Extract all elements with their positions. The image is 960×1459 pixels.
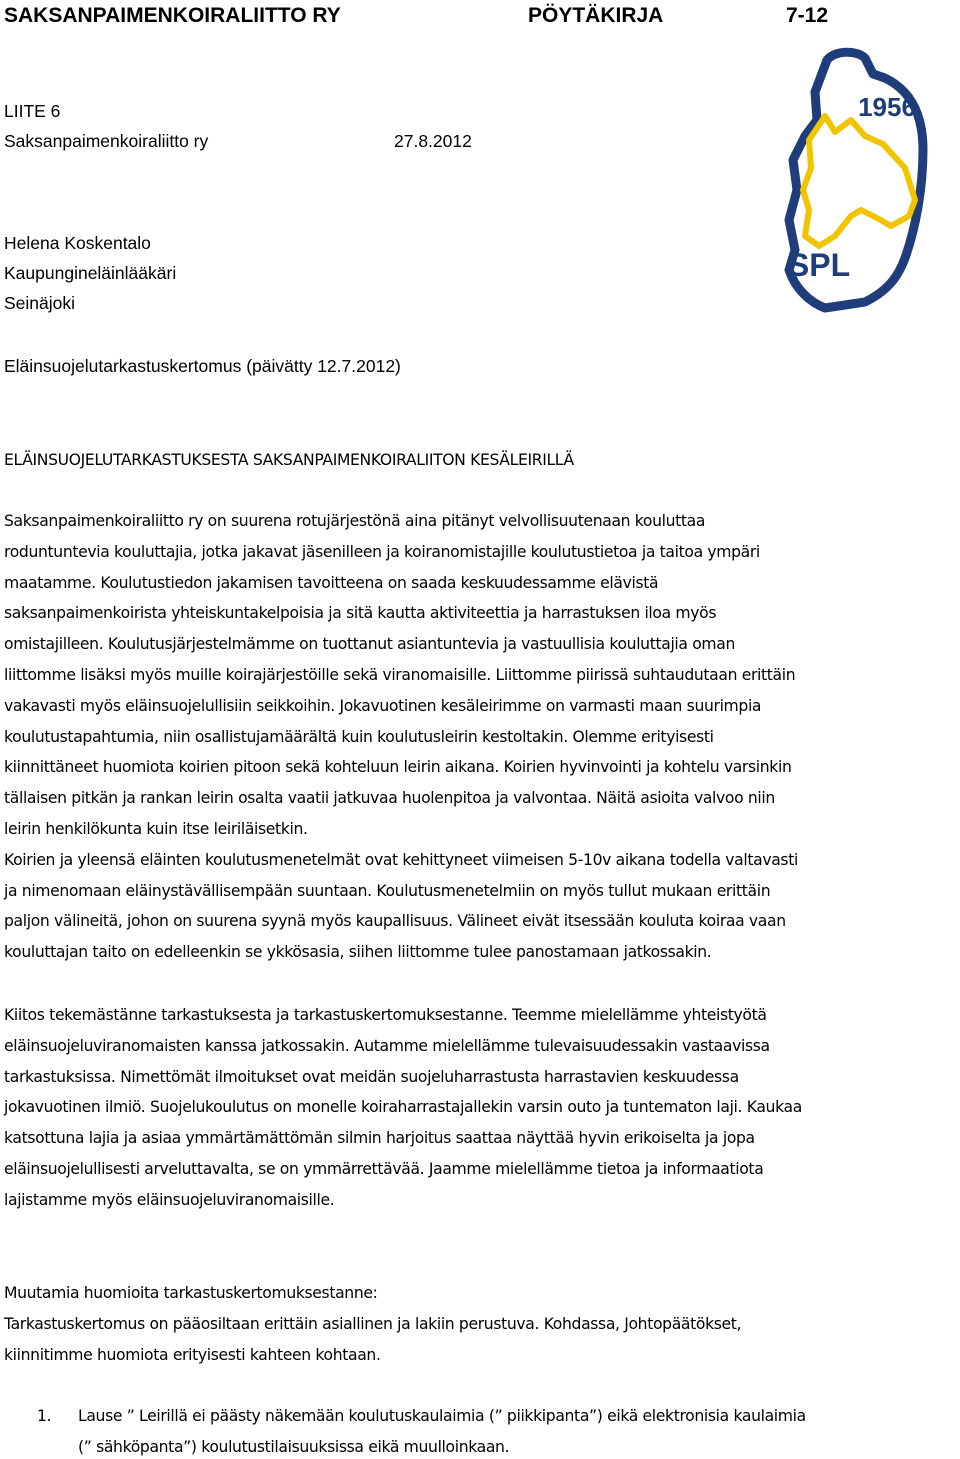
text-line: kiinnittäneet huomiota koirien pitoon sekä kohteluun leirin aikana. Koirien hyvinvointi ja kohtelu varsinkin [4, 758, 792, 777]
text-line: jokavuotinen ilmiö. Suojelukoulutus on monelle koiraharrastajallekin varsin outo ja tuntematon laji. Kaukaa [4, 1098, 802, 1117]
document-header [4, 4, 844, 32]
text-line: kiinnitimme huomiota erityisesti kahteen kohtaan. [4, 1345, 381, 1364]
text-line: ja nimenomaan eläinystävällisempään suuntaan. Koulutusmenetelmiin on myös tullut mukaan erittäin [4, 881, 771, 900]
text-line: kouluttajan taito on edelleenkin se ykkösasia, siihen liittomme tulee panostamaan jatkossakin. [4, 943, 712, 962]
text-line: koulutustapahtumia, niin osallistujamäärältä kuin koulutusleirin kestoltakin. Olemme erityisesti [4, 727, 714, 746]
reference-line: Eläinsuojelutarkastuskertomus (päivätty 12.7.2012) [4, 356, 401, 376]
text-line: katsottuna lajia ja asiaa ymmärtämättömän silmin harjoitus saattaa näyttää hyvin erikoiselta ja jopa [4, 1129, 755, 1148]
sender: Saksanpaimenkoiraliitto ry [4, 131, 209, 151]
text-line: tarkastuksissa. Nimettömät ilmoitukset ovat meidän suojeluharrastusta harrastavien keskuudessa [4, 1067, 739, 1086]
document-type: PÖYTÄKIRJA [528, 4, 664, 27]
text-line: lajistamme myös eläinsuojeluviranomaisille. [4, 1190, 335, 1209]
logo-text: SPL [787, 247, 851, 283]
text-line: Tarkastuskertomus on pääosiltaan erittäin asiallinen ja lakiin perustuva. Kohdassa, Johtopäätökset, [4, 1314, 742, 1333]
text-line: Koirien ja yleensä eläinten koulutusmenetelmät ovat kehittyneet viimeisen 5-10v aikana todella valtavasti [4, 850, 798, 869]
organization-name: SAKSANPAIMENKOIRALIITTO RY [4, 4, 341, 27]
recipient-name: Helena Koskentalo [4, 233, 151, 253]
text-line: Saksanpaimenkoiraliitto ry on suurena rotujärjestönä aina pitänyt velvollisuutenaan kouluttaa [4, 512, 706, 530]
text-line: paljon välineitä, johon on suurena syynä myös kaupallisuus. Välineet eivät itsessään kouluta koiraa vaan [4, 912, 786, 931]
text-line: omistajilleen. Koulutusjärjestelmämme on tuottanut asiantuntevia ja vastuullisia kouluttajia oman [4, 635, 735, 654]
page-number: 7-12 [786, 4, 829, 27]
attachment-label: LIITE 6 [4, 101, 61, 121]
text-line: Kiitos tekemästänne tarkastuksesta ja tarkastuskertomuksestanne. Teemme mielellämme yhteistyötä [4, 1006, 767, 1024]
text-line: saksanpaimenkoirista yhteiskuntakelpoisia ja sitä kautta aktiviteettia ja harrastuksen iloa myös [4, 604, 717, 623]
text-line: eläinsuojelullisesti arveluttavalta, se on ymmärrettävää. Jaamme mielellämme tietoa ja informaatiota [4, 1160, 764, 1178]
date: 27.8.2012 [394, 131, 472, 151]
text-line: eläinsuojeluviranomaisten kanssa jatkossakin. Autamme mielellämme tulevaisuudessakin vastaavissa [4, 1036, 770, 1055]
text-line: Muutamia huomioita tarkastuskertomuksestanne: [4, 1284, 378, 1302]
list-item-line: (” sähköpanta”) koulutustilaisuuksissa eikä muulloinkaan. [78, 1437, 510, 1456]
spl-logo [765, 40, 935, 320]
text-line: roduntuntevia kouluttajia, jotka jakavat jäsenilleen ja koiranomistajille koulutustietoa ja taitoa ympäri [4, 542, 760, 561]
text-line: vakavasti myös eläinsuojelullisiin seikkoihin. Jokavuotinen kesäleirimme on varmasti maan suurimpia [4, 696, 762, 715]
list-item-number: 1. [37, 1407, 52, 1425]
logo-year: 1956 [858, 92, 916, 122]
text-line: tällaisen pitkän ja rankan leirin osalta vaatii jatkuvaa huolenpitoa ja valvontaa. Näitä asioita valvoo niin [4, 789, 775, 808]
document-title: ELÄINSUOJELUTARKASTUKSESTA SAKSANPAIMENKOIRALIITON KESÄLEIRILLÄ [4, 451, 574, 469]
recipient-city: Seinäjoki [4, 293, 76, 313]
list-item-line: Lause ” Leirillä ei päästy näkemään koulutuskaulaimia (” piikkipanta”) eikä elektronisia kaulaimia [78, 1407, 806, 1425]
text-line: leirin henkilökunta kuin itse leiriläisetkin. [4, 820, 308, 838]
text-line: maatamme. Koulutustiedon jakamisen tavoitteena on saada keskuudessamme elävistä [4, 573, 659, 592]
recipient-title: Kaupungineläinlääkäri [4, 263, 177, 283]
text-line: liittomme lisäksi myös muille koirajärjestöille sekä viranomaisille. Liittomme piirissä suhtaudutaan erittäin [4, 666, 796, 684]
